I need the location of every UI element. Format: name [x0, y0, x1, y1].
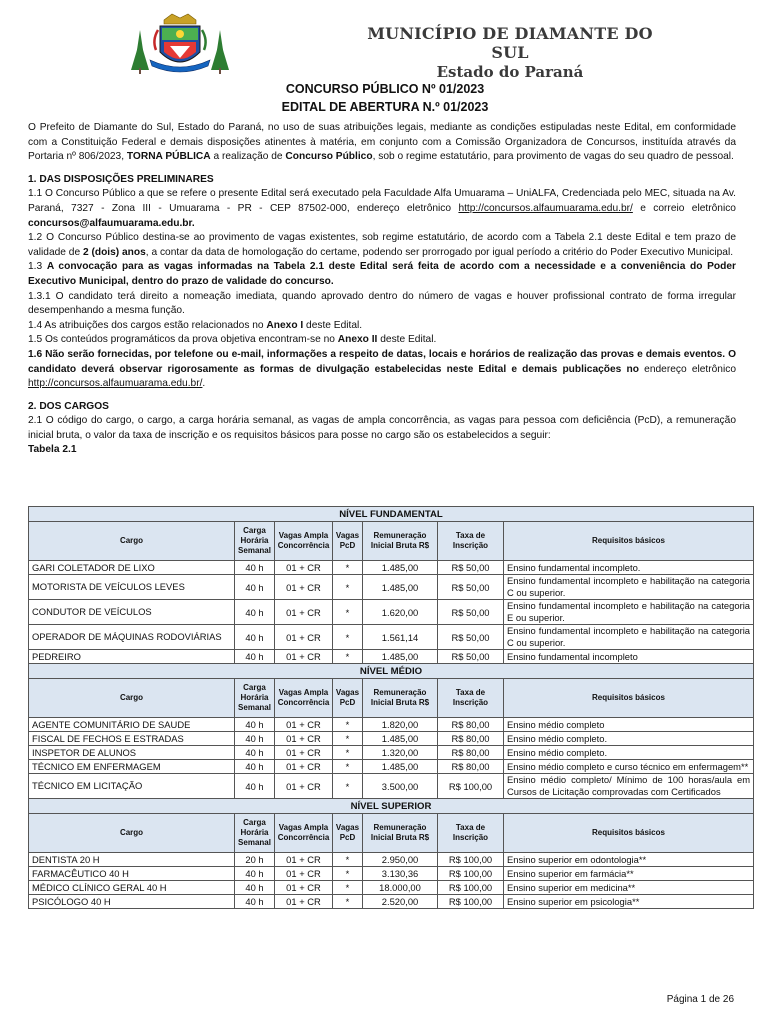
cell-rem: 3.130,36 [363, 867, 438, 881]
cell-taxa: R$ 50,00 [438, 575, 504, 600]
concursos-link[interactable]: http://concursos.alfaumuarama.edu.br/ [458, 202, 633, 214]
cell-pcd: * [333, 881, 363, 895]
municipality-name: MUNICÍPIO DE DIAMANTE DO SUL [367, 24, 653, 62]
column-header-cargo: Cargo [29, 679, 235, 718]
cell-vagas: 01 + CR [275, 625, 333, 650]
cell-carga: 40 h [235, 600, 275, 625]
cell-pcd: * [333, 718, 363, 732]
cell-cargo: FISCAL DE FECHOS E ESTRADAS [29, 732, 235, 746]
cell-req: Ensino fundamental incompleto [504, 650, 754, 664]
cell-cargo: FARMACÊUTICO 40 H [29, 867, 235, 881]
cell-pcd: * [333, 625, 363, 650]
cell-rem: 1.320,00 [363, 746, 438, 760]
cell-req: Ensino superior em odontologia** [504, 853, 754, 867]
cell-req: Ensino fundamental incompleto e habilitação na categoria C ou superior. [504, 575, 754, 600]
cell-vagas: 01 + CR [275, 718, 333, 732]
cell-pcd: * [333, 895, 363, 909]
column-header-taxa: Taxa de Inscrição [438, 522, 504, 561]
cell-carga: 20 h [235, 853, 275, 867]
cell-req: Ensino médio completo e curso técnico em enfermagem** [504, 760, 754, 774]
coat-of-arms-icon [128, 10, 232, 76]
cell-pcd: * [333, 867, 363, 881]
table-row [29, 718, 754, 732]
cell-req: Ensino médio completo [504, 718, 754, 732]
clause-1-3-1: 1.3.1 O candidato terá direito a nomeação imediata, quando aprovado dentro do número de vagas e houver profissional contrato de forma irregular desempenhando a mesma função. [28, 290, 736, 317]
column-header-cargo: Cargo [29, 522, 235, 561]
cell-carga: 40 h [235, 774, 275, 799]
cell-vagas: 01 + CR [275, 774, 333, 799]
cell-vagas: 01 + CR [275, 732, 333, 746]
column-header-pcd: Vagas PcD [333, 814, 363, 853]
cell-vagas: 01 + CR [275, 853, 333, 867]
cell-rem: 2.950,00 [363, 853, 438, 867]
table-row [29, 853, 754, 867]
cell-pcd: * [333, 650, 363, 664]
cell-carga: 40 h [235, 881, 275, 895]
clause-1-4: 1.4 As atribuições dos cargos estão relacionados no Anexo I deste Edital. [28, 319, 363, 331]
column-header-carga: Carga Horária Semanal [235, 679, 275, 718]
clause-2-1: 2.1 O código do cargo, o cargo, a carga horária semanal, as vagas de ampla concorrência, as vagas para pessoa com deficiência (PcD), a remuneração inicial bruta, o valor da taxa de inscrição e os requisitos básicos para posse no cargo são os estabelecidos a seguir: [28, 415, 736, 441]
cell-req: Ensino médio completo. [504, 746, 754, 760]
column-header-req: Requisitos básicos [504, 679, 754, 718]
cell-taxa: R$ 100,00 [438, 853, 504, 867]
state-name: Estado do Paraná [436, 63, 584, 81]
column-header-req: Requisitos básicos [504, 522, 754, 561]
cell-carga: 40 h [235, 575, 275, 600]
cell-req: Ensino fundamental incompleto e habilitação na categoria C ou superior. [504, 625, 754, 650]
cell-taxa: R$ 80,00 [438, 760, 504, 774]
cell-cargo: GARI COLETADOR DE LIXO [29, 561, 235, 575]
column-header-rem: Remuneração Inicial Bruta R$ [363, 679, 438, 718]
table-label: Tabela 2.1 [28, 444, 77, 456]
cell-pcd: * [333, 732, 363, 746]
cell-taxa: R$ 80,00 [438, 718, 504, 732]
cargos-table [28, 506, 754, 909]
cell-vagas: 01 + CR [275, 561, 333, 575]
level-title: NÍVEL SUPERIOR [29, 799, 754, 814]
level-row [29, 664, 754, 679]
cell-rem: 1.485,00 [363, 650, 438, 664]
cell-taxa: R$ 100,00 [438, 774, 504, 799]
cell-pcd: * [333, 600, 363, 625]
clause-1-5: 1.5 Os conteúdos programáticos da prova objetiva encontram-se no Anexo II deste Edital. [28, 334, 437, 346]
cell-req: Ensino fundamental incompleto. [504, 561, 754, 575]
title-line-1: CONCURSO PÚBLICO Nº 01/2023 [285, 82, 485, 96]
table-row [29, 561, 754, 575]
cell-rem: 3.500,00 [363, 774, 438, 799]
column-header-rem: Remuneração Inicial Bruta R$ [363, 814, 438, 853]
cell-pcd: * [333, 575, 363, 600]
cell-taxa: R$ 100,00 [438, 881, 504, 895]
cell-vagas: 01 + CR [275, 881, 333, 895]
level-title: NÍVEL FUNDAMENTAL [29, 507, 754, 522]
cell-cargo: MOTORISTA DE VEÍCULOS LEVES [29, 575, 235, 600]
cell-taxa: R$ 100,00 [438, 895, 504, 909]
page-number: Página 1 de 26 [666, 994, 734, 1005]
table-row [29, 867, 754, 881]
cell-req: Ensino fundamental incompleto e habilitação na categoria E ou superior. [504, 600, 754, 625]
cell-taxa: R$ 80,00 [438, 732, 504, 746]
column-header-taxa: Taxa de Inscrição [438, 814, 504, 853]
letterhead [360, 24, 660, 81]
cell-pcd: * [333, 774, 363, 799]
column-header-cargo: Cargo [29, 814, 235, 853]
cell-req: Ensino médio completo. [504, 732, 754, 746]
cell-vagas: 01 + CR [275, 575, 333, 600]
column-header-vagas: Vagas Ampla Concorrência [275, 679, 333, 718]
column-header-req: Requisitos básicos [504, 814, 754, 853]
cell-taxa: R$ 100,00 [438, 867, 504, 881]
cell-carga: 40 h [235, 746, 275, 760]
cell-vagas: 01 + CR [275, 867, 333, 881]
cell-cargo: TÉCNICO EM ENFERMAGEM [29, 760, 235, 774]
cell-cargo: OPERADOR DE MÁQUINAS RODOVIÁRIAS [29, 625, 235, 650]
cell-req: Ensino médio completo/ Mínimo de 100 horas/aula em Cursos de Licitação comprovadas com Certificados [504, 774, 754, 799]
cell-cargo: AGENTE COMUNITÁRIO DE SAUDE [29, 718, 235, 732]
column-header-pcd: Vagas PcD [333, 522, 363, 561]
cell-rem: 1.485,00 [363, 732, 438, 746]
cell-carga: 40 h [235, 732, 275, 746]
clause-1-3: 1.3 A convocação para as vagas informadas na Tabela 2.1 deste Edital será feita de acordo com a necessidade e a conveniência do Poder Executivo Municipal, dentro do prazo de validade do concurso. [28, 261, 736, 287]
table-row [29, 732, 754, 746]
clause-1-1: 1.1 O Concurso Público a que se refere o presente Edital será executado pela Faculdade Alfa Umuarama – UniALFA, Credenciada pelo MEC, situada na Av. Paraná, 7327 - Zona III - Umuarama - PR - CEP 87502-000, endereço eletrônico http://concursos.alfaumuarama.edu.br/ e correio eletrônico concursos@alfaumuarama.edu.br. [28, 188, 736, 229]
table-header-row [29, 814, 754, 853]
cell-rem: 1.820,00 [363, 718, 438, 732]
cell-carga: 40 h [235, 718, 275, 732]
table-row [29, 881, 754, 895]
cell-req: Ensino superior em farmácia** [504, 867, 754, 881]
cell-pcd: * [333, 561, 363, 575]
cell-carga: 40 h [235, 650, 275, 664]
cell-vagas: 01 + CR [275, 650, 333, 664]
cell-vagas: 01 + CR [275, 895, 333, 909]
cell-cargo: MÉDICO CLÍNICO GERAL 40 H [29, 881, 235, 895]
cell-carga: 40 h [235, 867, 275, 881]
table-row [29, 895, 754, 909]
table-row [29, 746, 754, 760]
title-line-2: EDITAL DE ABERTURA N.º 01/2023 [281, 100, 489, 114]
edital-body [28, 121, 736, 458]
column-header-carga: Carga Horária Semanal [235, 522, 275, 561]
column-header-pcd: Vagas PcD [333, 679, 363, 718]
cell-req: Ensino superior em psicologia** [504, 895, 754, 909]
table-row [29, 760, 754, 774]
cell-req: Ensino superior em medicina** [504, 881, 754, 895]
cell-carga: 40 h [235, 895, 275, 909]
intro-paragraph: O Prefeito de Diamante do Sul, Estado do Paraná, no uso de suas atribuições legais, mediante as condições estipuladas neste Edital, em conformidade com a Constituição Federal e demais disposições atinentes à matéria, em conjunto com a Comissão Organizadora de Concursos, instituída através da Portaria nº 806/2023, TORNA PÚBLICA a realização de Concurso Público, sob o regime estatutário, para provimento de vagas do seu quadro de pessoal. [28, 122, 736, 163]
table-row [29, 575, 754, 600]
cell-pcd: * [333, 760, 363, 774]
cell-vagas: 01 + CR [275, 746, 333, 760]
cell-rem: 2.520,00 [363, 895, 438, 909]
cell-carga: 40 h [235, 561, 275, 575]
cell-taxa: R$ 50,00 [438, 650, 504, 664]
cell-cargo: TÉCNICO EM LICITAÇÃO [29, 774, 235, 799]
cell-cargo: CONDUTOR DE VEÍCULOS [29, 600, 235, 625]
cell-vagas: 01 + CR [275, 600, 333, 625]
cell-pcd: * [333, 746, 363, 760]
cell-carga: 40 h [235, 625, 275, 650]
cell-pcd: * [333, 853, 363, 867]
cell-taxa: R$ 50,00 [438, 600, 504, 625]
cell-rem: 1.485,00 [363, 575, 438, 600]
cell-rem: 18.000,00 [363, 881, 438, 895]
cell-cargo: PSICÓLOGO 40 H [29, 895, 235, 909]
table-header-row [29, 679, 754, 718]
clause-1-6: 1.6 Não serão fornecidas, por telefone ou e-mail, informações a respeito de datas, locais e horários de realização das provas e demais eventos. O candidato deverá observar rigorosamente as formas de divulgação estabelecidas neste Edital e demais publicações no endereço eletrônico http://concursos.alfaumuarama.edu.br/. [28, 348, 736, 390]
column-header-carga: Carga Horária Semanal [235, 814, 275, 853]
cell-rem: 1.485,00 [363, 760, 438, 774]
column-header-taxa: Taxa de Inscrição [438, 679, 504, 718]
column-header-rem: Remuneração Inicial Bruta R$ [363, 522, 438, 561]
cell-taxa: R$ 50,00 [438, 625, 504, 650]
cell-taxa: R$ 50,00 [438, 561, 504, 575]
level-row [29, 507, 754, 522]
cell-cargo: DENTISTA 20 H [29, 853, 235, 867]
concursos-link-2[interactable]: http://concursos.alfaumuarama.edu.br/ [28, 378, 203, 390]
cell-rem: 1.485,00 [363, 561, 438, 575]
cell-rem: 1.620,00 [363, 600, 438, 625]
clause-1-2: 1.2 O Concurso Público destina-se ao provimento de vagas existentes, sob regime estatutário, de acordo com a Tabela 2.1 deste Edital e tem prazo de validade de 2 (dois) anos, a contar da data de homologação do certame, podendo ser prorrogado por igual período a critério do Poder Executivo Municipal. [28, 232, 736, 258]
contact-email[interactable]: concursos@alfaumuarama.edu.br. [28, 217, 195, 229]
column-header-vagas: Vagas Ampla Concorrência [275, 814, 333, 853]
level-title: NÍVEL MÉDIO [29, 664, 754, 679]
cell-taxa: R$ 80,00 [438, 746, 504, 760]
cell-carga: 40 h [235, 760, 275, 774]
cell-cargo: INSPETOR DE ALUNOS [29, 746, 235, 760]
level-row [29, 799, 754, 814]
table-row [29, 650, 754, 664]
section-2-heading: 2. DOS CARGOS [28, 400, 109, 412]
table-row [29, 625, 754, 650]
table-row [29, 600, 754, 625]
section-1-heading: 1. DAS DISPOSIÇÕES PRELIMINARES [28, 173, 214, 185]
column-header-vagas: Vagas Ampla Concorrência [275, 522, 333, 561]
document-title [0, 80, 770, 116]
table-row [29, 774, 754, 799]
table-header-row [29, 522, 754, 561]
cell-cargo: PEDREIRO [29, 650, 235, 664]
cell-rem: 1.561,14 [363, 625, 438, 650]
cell-vagas: 01 + CR [275, 760, 333, 774]
